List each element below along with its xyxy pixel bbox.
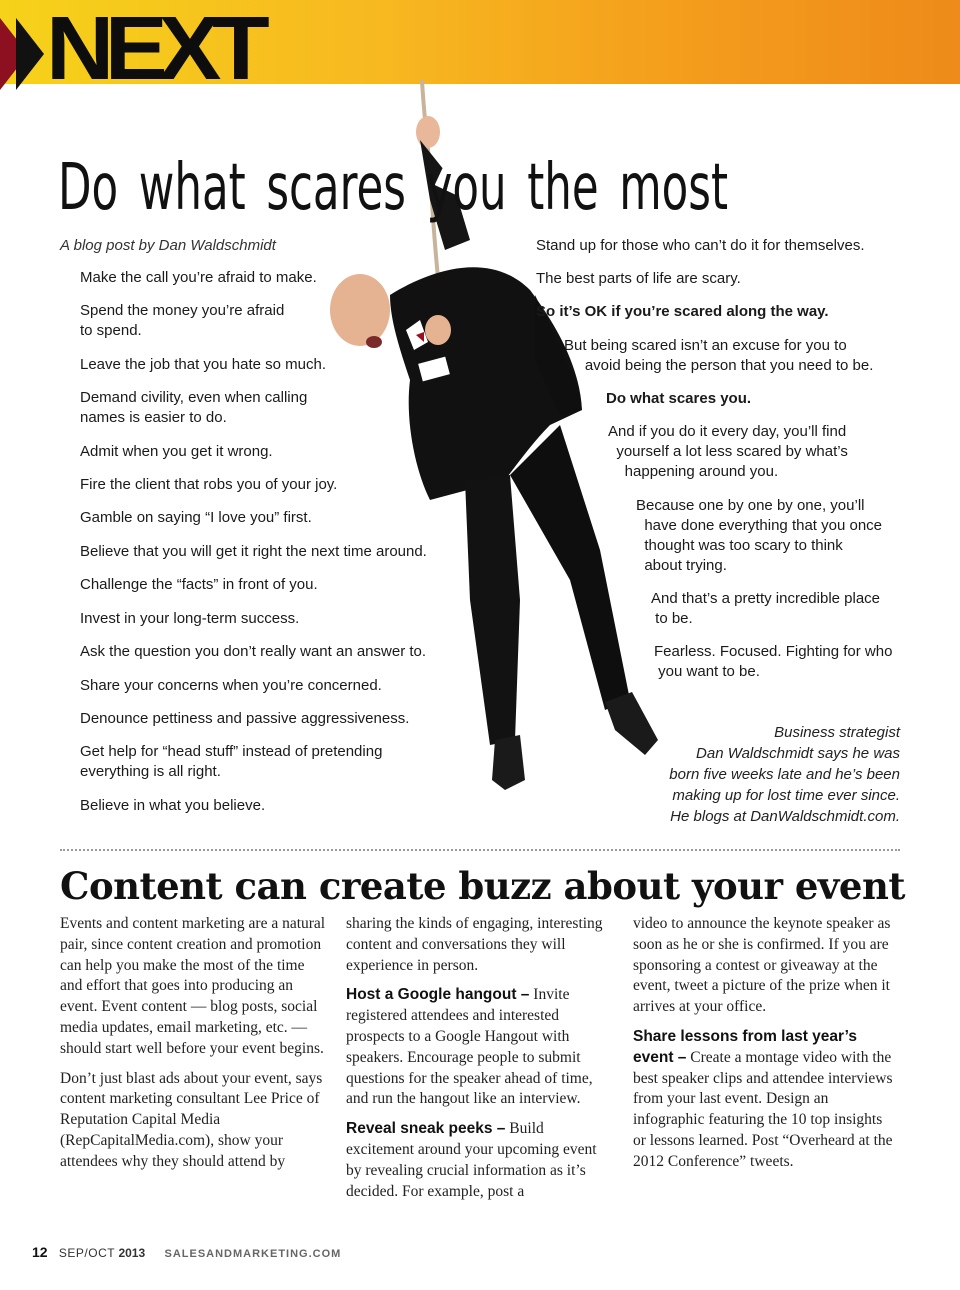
chevron-icon (16, 18, 44, 90)
list-item: Believe in what you believe. (80, 797, 266, 814)
list-item: Make the call you’re afraid to make. (80, 269, 317, 286)
paragraph (346, 985, 612, 1110)
subhead: Share lessons from last year’s event – (633, 1027, 858, 1066)
header-banner (0, 0, 960, 99)
list-item: Ask the question you don’t really want an answer to. (80, 643, 427, 660)
list-item: Leave the job that you hate so much. (80, 356, 326, 373)
list-item: Admit when you get it wrong. (80, 443, 273, 460)
list-item: But being scared isn’t an excuse for you to avoid being the person that you need to be. (564, 337, 874, 374)
paragraph: sharing the kinds of engaging, interesting content and conversations they will experience in person. (346, 915, 603, 974)
paragraph: video to announce the keynote speaker as soon as he or she is confirmed. If you are sponsoring a contest or giveaway at the event, tweet a picture of the prize when it arrives at your office. (633, 915, 891, 1016)
page-number: 12 (32, 1244, 48, 1260)
list-item: Get help for “head stuff” instead of pretending everything is all right. (80, 743, 383, 780)
list-item: Share your concerns when you’re concerned. (80, 677, 382, 694)
paragraph-text: Create a montage video with the best speaker clips and attendee interviews from your last event. Design an infographic featuring the 10 top insights or lessons learned. Post “Overheard at the 2012 Conference” tweets. (633, 1048, 893, 1170)
issue-year: 2013 (118, 1246, 146, 1260)
section-name: NEXT (46, 0, 261, 99)
list-item: The best parts of life are scary. (536, 270, 741, 287)
subhead: Reveal sneak peeks – (346, 1120, 506, 1138)
list-item: And if you do it every day, you’ll find yourself a lot less scared by what’s happening around you. (608, 423, 848, 480)
list-item: Because one by one by one, you’ll have done everything that you once thought was too scary to think about trying. (636, 497, 883, 574)
author-bio: Business strategist Dan Waldschmidt says he was born five weeks late and he’s been making up for lost time ever since. He blogs at DanWaldschmidt.com. (669, 724, 900, 825)
subhead: Host a Google hangout – (346, 986, 530, 1004)
column-2 (346, 914, 612, 1211)
article-title: Content can create buzz about your event (60, 864, 905, 908)
page-footer (32, 1244, 341, 1260)
list-item: And that’s a pretty incredible place to be. (651, 590, 881, 627)
list-item: Invest in your long-term success. (80, 610, 300, 627)
list-item: Fire the client that robs you of your joy. (80, 476, 338, 493)
paragraph: Don’t just blast ads about your event, says content marketing consultant Lee Price of Reputation Capital Media (RepCapitalMedia.com), show your attendees why they should attend by (60, 1069, 323, 1170)
list-item: Do what scares you. (606, 390, 752, 407)
column-3 (633, 914, 899, 1182)
column-1 (60, 914, 326, 1182)
byline: A blog post by Dan Waldschmidt (60, 237, 276, 254)
list-item: Believe that you will get it right the next time around. (80, 543, 427, 560)
paragraph: Events and content marketing are a natural pair, since content creation and promotion can help you make the most of the time and effort that goes into producing an event. Event content — blog posts, social media updates, email marketing, etc. — should start well before your event begins. (60, 915, 326, 1057)
list-item: Challenge the “facts” in front of you. (80, 576, 318, 593)
list-item: Fearless. Focused. Fighting for who you want to be. (654, 643, 893, 680)
list-item: Spend the money you’re afraid to spend. (80, 302, 285, 339)
list-item: Stand up for those who can’t do it for themselves. (536, 237, 865, 254)
list-item: So it’s OK if you’re scared along the way. (536, 303, 829, 320)
article-title: Do what scares you the most (58, 151, 729, 225)
issue-date: SEP/OCT (58, 1246, 116, 1260)
paragraph-text: Build excitement around your upcoming event by revealing crucial information as it’s decided. For example, post a (346, 1120, 597, 1200)
list-item: Demand civility, even when calling names is easier to do. (80, 389, 308, 426)
paragraph (346, 1119, 612, 1202)
paragraph-text: Invite registered attendees and interested prospects to a Google Hangout with speakers. Encourage people to submit questions for the speaker ahead of time, and run the hangout like an interview. (346, 986, 593, 1108)
list-item: Gamble on saying “I love you” first. (80, 509, 312, 526)
list-item: Denounce pettiness and passive aggressiveness. (80, 710, 410, 727)
divider (60, 849, 900, 851)
site-name: SALESANDMARKETING.COM (164, 1248, 342, 1260)
paragraph (633, 1027, 899, 1173)
